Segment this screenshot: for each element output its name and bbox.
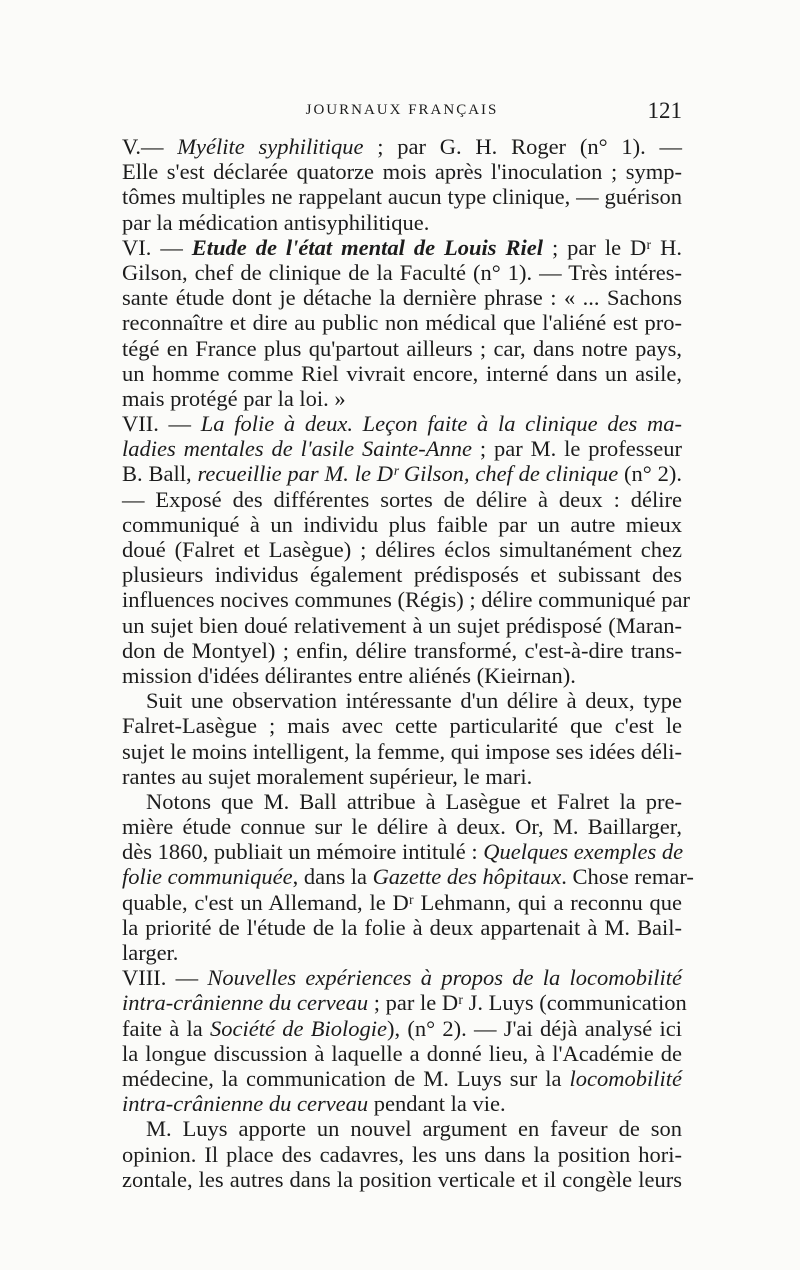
text-segment: ; par le Dʳ J. Luys (communication: [368, 990, 687, 1016]
text-line: [122, 361, 682, 386]
text-line: [122, 814, 682, 839]
text-line: [122, 1116, 682, 1141]
text-line: [122, 1041, 682, 1066]
text-segment: don de Montyel) ; enfin, délire transformé, c'est-à-dire trans-: [122, 637, 682, 663]
text-segment: un homme comme Riel vivrait encore, interné dans un asile,: [122, 360, 682, 386]
text-line: [122, 864, 694, 890]
text-segment: Myélite syphilitique: [177, 134, 364, 159]
text-line: [122, 1167, 682, 1192]
text-line: [122, 739, 682, 764]
text-segment: quable, c'est un Allemand, le Dʳ Lehmann, qui a reconnu que: [122, 889, 682, 915]
text-segment: locomobilité: [569, 1065, 682, 1091]
text-segment: B. Ball,: [122, 461, 198, 487]
text-segment: Etude de l'état mental de Louis Riel: [191, 234, 543, 260]
text-segment: sante étude dont je détache la dernière phrase : « ... Sachons: [122, 285, 682, 311]
text-segment: VI. —: [122, 234, 192, 260]
text-segment: M. Luys apporte un nouvel argument en faveur de son: [146, 1116, 682, 1142]
text-segment: larger.: [122, 940, 179, 965]
text-segment: faite à la: [122, 1015, 210, 1041]
text-segment: plusieurs individus également prédisposés et subissant des: [122, 562, 682, 588]
text-segment: folie communiquée: [122, 864, 293, 890]
text-line: [122, 965, 682, 990]
text-segment: ), (n° 2). — J'ai déjà analysé ici: [386, 1015, 682, 1041]
text-line: [122, 1142, 682, 1167]
text-line: [122, 210, 682, 235]
text-segment: pendant la vie.: [368, 1091, 506, 1117]
text-segment: communiqué à un individu plus faible par un autre mieux: [122, 511, 682, 537]
text-segment: Notons que M. Ball attribue à Lasègue et Falret la pre-: [146, 788, 682, 814]
text-line: [122, 537, 682, 562]
text-line: [122, 789, 682, 814]
text-segment: Suit une observation intéressante d'un délire à deux, type: [146, 688, 682, 714]
text-segment: Société de Biologie: [209, 1015, 387, 1041]
text-segment: (n° 2).: [618, 461, 682, 487]
text-line: [122, 940, 682, 965]
text-line: [122, 613, 682, 638]
text-segment: Quelques exemples de: [483, 839, 684, 865]
text-segment: intra-crânienne du cerveau: [122, 1091, 369, 1117]
text-line: [122, 688, 682, 713]
text-segment: sujet le moins intelligent, la femme, qui impose ses idées déli-: [122, 738, 682, 764]
text-segment: recueillie par M. le Dʳ Gilson, chef de clinique: [197, 461, 619, 487]
text-segment: opinion. Il place des cadavres, les uns dans la position hori-: [122, 1141, 682, 1167]
text-line: [122, 990, 687, 1016]
running-head: JOURNAUX FRANÇAIS: [305, 102, 499, 118]
text-line: [122, 436, 682, 461]
text-segment: doué (Falret et Lasègue) ; délires éclos simultanément chez: [122, 537, 682, 562]
text-line: [122, 336, 682, 361]
text-line: [122, 890, 682, 915]
text-segment: ; par M. le professeur: [472, 436, 682, 462]
text-line: [122, 839, 682, 864]
text-line: [122, 562, 682, 587]
text-segment: intra-crânienne du cerveau: [122, 990, 369, 1016]
text-line: [122, 310, 682, 335]
text-line: [122, 285, 682, 310]
text-segment: Falret-Lasègue ; mais avec cette particularité que c'est le: [122, 713, 682, 739]
text-line: [122, 587, 690, 613]
text-segment: , dans la: [292, 864, 373, 890]
text-line: [122, 638, 682, 663]
text-segment: VII. —: [122, 411, 201, 437]
text-segment: ladies mentales de l'asile Sainte-Anne: [122, 436, 473, 462]
text-line: [122, 411, 682, 436]
text-segment: tômes multiples ne rappelant aucun type clinique, — guérison: [122, 184, 682, 210]
text-line: [122, 512, 682, 537]
text-line: [122, 1066, 682, 1091]
text-segment: — Exposé des différentes sortes de délire à deux : délire: [122, 486, 682, 512]
text-segment: Elle s'est déclarée quatorze mois après l'inoculation ; symp-: [122, 159, 682, 185]
text-segment: ; par le Dʳ H.: [543, 234, 682, 260]
text-line: [122, 386, 682, 411]
text-segment: Gazette des hôpitaux: [372, 864, 562, 890]
text-segment: rantes au sujet moralement supérieur, le mari.: [122, 763, 533, 789]
text-segment: dès 1860, publiait un mémoire intitulé :: [122, 839, 484, 865]
text-line: [122, 260, 682, 285]
text-segment: V.—: [122, 134, 178, 159]
text-segment: Gilson, chef de clinique de la Faculté (n° 1). — Très intéres-: [122, 259, 682, 285]
text-line: [122, 134, 682, 159]
text-line: [122, 764, 682, 789]
text-line: [122, 1091, 682, 1116]
text-segment: zontale, les autres dans la position verticale et il congèle leurs: [122, 1166, 682, 1192]
text-segment: ; par G. H. Roger (n° 1). —: [363, 134, 682, 159]
text-segment: mission d'idées délirantes entre aliénés (Kieirnan).: [122, 662, 576, 688]
text-line: [122, 461, 682, 486]
text-segment: La folie à deux. Leçon faite à la clinique des ma-: [200, 411, 682, 437]
text-segment: la priorité de l'étude de la folie à deux appartenait à M. Bail-: [122, 914, 682, 940]
text-segment: mais protégé par la loi. »: [122, 385, 346, 411]
text-segment: Nouvelles expériences à propos de la locomobilité: [207, 965, 682, 991]
text-segment: par la médication antisyphilitique.: [122, 209, 430, 235]
text-segment: influences nocives communes (Régis) ; délire communiqué par: [122, 587, 690, 613]
text-segment: un sujet bien doué relativement à un sujet prédisposé (Maran-: [122, 612, 682, 638]
text-segment: médecine, la communication de M. Luys sur la: [122, 1065, 570, 1091]
text-segment: mière étude connue sur le délire à deux. Or, M. Baillarger,: [122, 814, 682, 840]
text-line: [122, 1016, 682, 1041]
text-line: [122, 663, 682, 688]
page-number: 121: [647, 98, 682, 123]
text-segment: la longue discussion à laquelle a donné lieu, à l'Académie de: [122, 1040, 682, 1066]
text-line: [122, 184, 682, 209]
body-text: [122, 134, 694, 1192]
text-segment: reconnaître et dire au public non médical que l'aliéné est pro-: [122, 310, 682, 336]
text-line: [122, 713, 682, 738]
text-line: [122, 487, 682, 512]
text-segment: tégé en France plus qu'partout ailleurs ; car, dans notre pays,: [122, 335, 682, 361]
text-line: [122, 915, 682, 940]
text-line: [122, 159, 682, 184]
text-line: [122, 235, 682, 260]
text-segment: . Chose remar-: [561, 864, 694, 890]
text-segment: VIII. —: [122, 965, 208, 991]
page-header: [122, 98, 682, 130]
